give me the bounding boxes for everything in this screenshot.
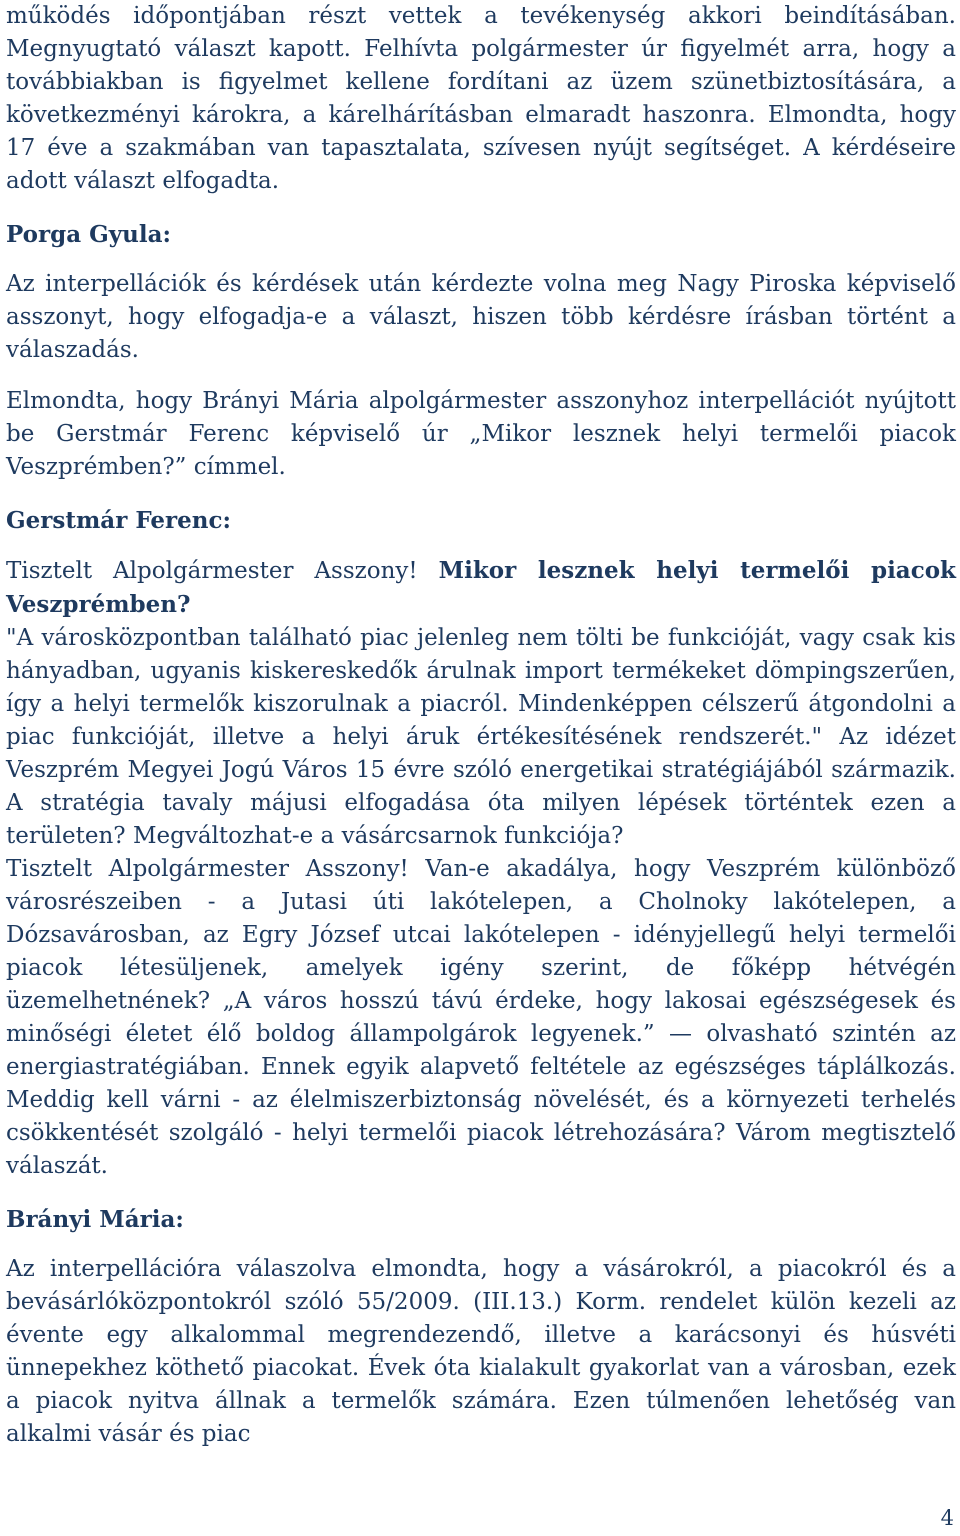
- paragraph-gerstmar-1: "A városközpontban található piac jelenleg nem tölti be funkcióját, vagy csak kis hányadban, ugyanis kiskereskedők árulnak import termékeket dömpingszerűen, így a helyi termelők kiszorulnak a piacról. Mindenképpen célszerű átgondolni a piac funkcióját, illetve a helyi áruk értékesítésének rendszerét." Az idézet Veszprém Megyei Jogú Város 15 évre szóló energetikai stratégiájából származik. A stratégia tavaly májusi elfogadása óta milyen lépések történtek ezen a területen? Megváltozhat-e a vásárcsarnok funkciója?: [6, 625, 956, 849]
- gerstmar-salutation: Tisztelt Alpolgármester Asszony!: [6, 558, 418, 584]
- document-page: [6, 0, 956, 1451]
- speaker-heading-porga: Porga Gyula:: [6, 221, 171, 248]
- paragraph-porga-1: Az interpellációk és kérdések után kérdezte volna meg Nagy Piroska képviselő asszonyt, hogy elfogadja-e a választ, hiszen több kérdésre írásban történt a válaszadás.: [6, 271, 956, 363]
- speaker-heading-branyi: Brányi Mária:: [6, 1206, 184, 1233]
- speaker-heading-gerstmar: Gerstmár Ferenc:: [6, 507, 232, 534]
- paragraph-gerstmar-2: Tisztelt Alpolgármester Asszony! Van-e akadálya, hogy Veszprém különböző városrészeiben - a Jutasi úti lakótelepen, a Cholnoky lakótelepen, a Dózsavárosban, az Egry József utcai lakótelepen - idényjellegű helyi termelői piacok létesüljenek, amelyek igény szerint, de főképp hétvégén üzemelhetnének? „A város hosszú távú érdeke, hogy lakosai egészségesek és minőségi életet élő boldog állampolgárok legyenek.” — olvasható szintén az energiastratégiában. Ennek egyik alapvető feltétele az egészséges táplálkozás. Meddig kell várni - az élelmiszerbiztonság növelését, és a környezeti terhelés csökkentését szolgáló - helyi termelői piacok létrehozására? Várom megtisztelő válaszát.: [6, 856, 956, 1179]
- paragraph-porga-2: Elmondta, hogy Brányi Mária alpolgármester asszonyhoz interpellációt nyújtott be Gerstmár Ferenc képviselő úr „Mikor lesznek helyi termelői piacok Veszprémben?” címmel.: [6, 388, 956, 480]
- paragraph-intro: működés időpontjában részt vettek a tevékenység akkori beindításában. Megnyugtató választ kapott. Felhívta polgármester úr figyelmét arra, hogy a továbbiakban is figyelmet kellene fordítani az üzem szünetbiztosítására, a következményi károkra, a kárelhárításban elmaradt haszonra. Elmondta, hogy 17 éve a szakmában van tapasztalata, szívesen nyújt segítséget. A kérdéseire adott választ elfogadta.: [6, 3, 956, 194]
- gerstmar-interpellation-title: Mikor lesznek helyi termelői piacok Veszprémben?: [6, 557, 956, 618]
- gerstmar-intro-line: [6, 554, 956, 622]
- paragraph-branyi-1: Az interpellációra válaszolva elmondta, hogy a vásárokról, a piacokról és a bevásárlóközpontokról szóló 55/2009. (III.13.) Korm. rendelet külön kezeli az évente egy alkalommal megrendezendő, illetve a karácsonyi és húsvéti ünnepekhez köthető piacokat. Évek óta kialakult gyakorlat van a városban, ezek a piacok nyitva állnak a termelők számára. Ezen túlmenően lehetőség van alkalmi vásár és piac: [6, 1256, 956, 1447]
- page-number: 4: [940, 1506, 954, 1530]
